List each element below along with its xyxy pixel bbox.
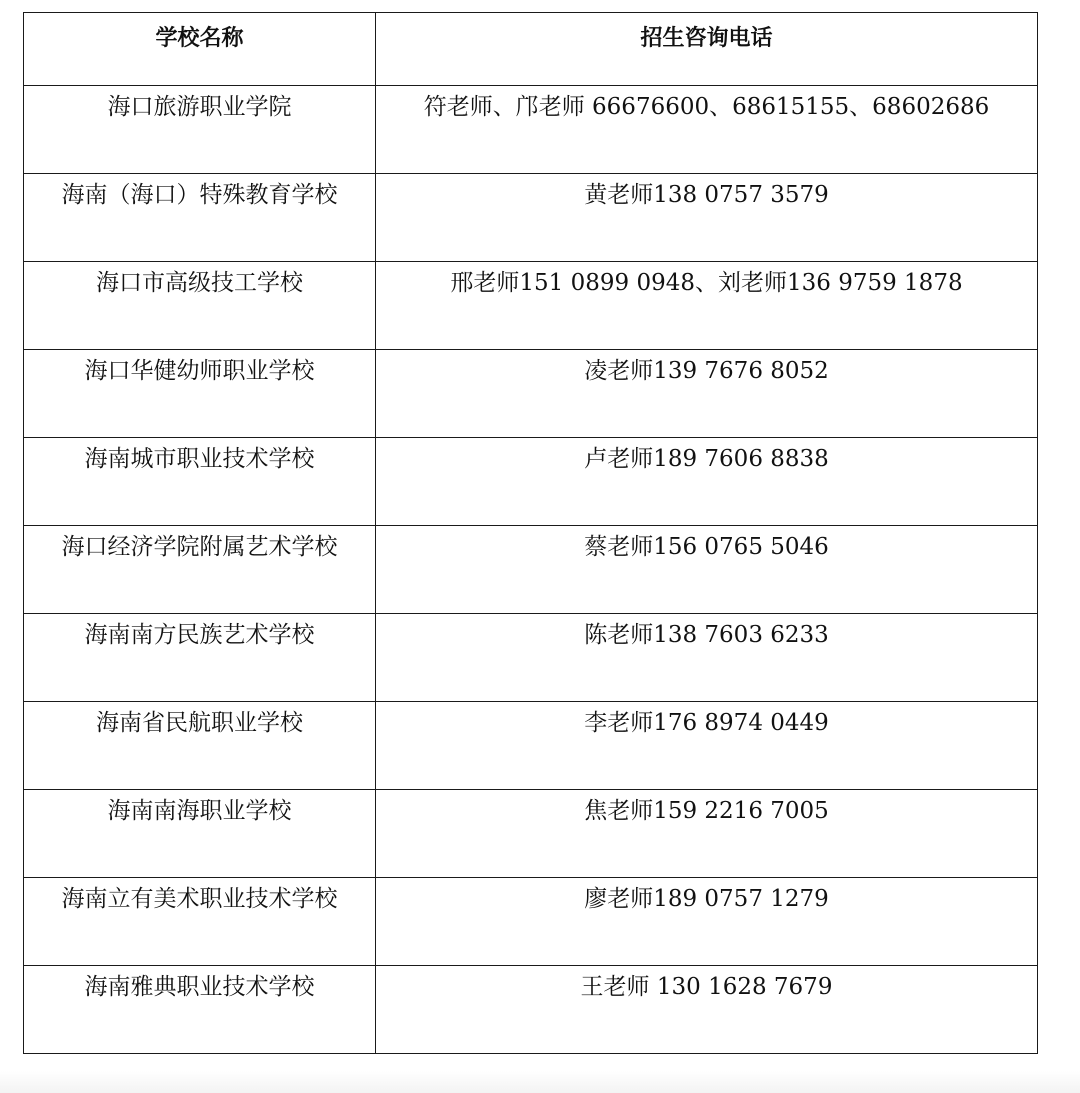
- phone-number: 陈老师138 7603 6233: [584, 622, 829, 648]
- header-school-name-label: 学校名称: [155, 25, 244, 51]
- school-name-cell: [24, 86, 376, 174]
- phone-cell: [376, 702, 1038, 790]
- school-name: 海南（海口）特殊教育学校: [61, 182, 338, 208]
- school-name-cell: [24, 614, 376, 702]
- phone-number: 李老师176 8974 0449: [584, 710, 829, 736]
- phone-cell: [376, 438, 1038, 526]
- header-phone: [376, 13, 1038, 86]
- table-row: [24, 262, 1038, 350]
- table-row: [24, 86, 1038, 174]
- table-row: [24, 790, 1038, 878]
- phone-number: 廖老师189 0757 1279: [584, 886, 829, 912]
- phone-number: 王老师 130 1628 7679: [580, 974, 833, 1000]
- header-school-name: [24, 13, 376, 86]
- phone-number: 焦老师159 2216 7005: [584, 798, 829, 824]
- phone-cell: [376, 790, 1038, 878]
- school-name: 海口旅游职业学院: [107, 94, 292, 120]
- phone-cell: [376, 350, 1038, 438]
- phone-cell: [376, 262, 1038, 350]
- school-name-cell: [24, 174, 376, 262]
- table-row: [24, 174, 1038, 262]
- school-name-cell: [24, 526, 376, 614]
- table-row: [24, 878, 1038, 966]
- phone-number: 邢老师151 0899 0948、刘老师136 9759 1878: [450, 270, 963, 296]
- school-name: 海口华健幼师职业学校: [84, 358, 315, 384]
- school-contact-table: [23, 12, 1038, 1054]
- school-name-cell: [24, 350, 376, 438]
- phone-cell: [376, 966, 1038, 1054]
- school-name: 海南省民航职业学校: [96, 710, 303, 736]
- table-row: [24, 438, 1038, 526]
- school-name-cell: [24, 790, 376, 878]
- school-name-cell: [24, 878, 376, 966]
- school-name: 海口市高级技工学校: [96, 270, 303, 296]
- table-row: [24, 526, 1038, 614]
- table-header-row: [24, 13, 1038, 86]
- phone-number: 蔡老师156 0765 5046: [584, 534, 829, 560]
- school-name: 海口经济学院附属艺术学校: [61, 534, 338, 560]
- school-name-cell: [24, 438, 376, 526]
- phone-cell: [376, 526, 1038, 614]
- school-name-cell: [24, 966, 376, 1054]
- school-name: 海南城市职业技术学校: [84, 446, 315, 472]
- page-bottom-shadow: [0, 1071, 1080, 1093]
- school-name: 海南立有美术职业技术学校: [61, 886, 338, 912]
- phone-number: 凌老师139 7676 8052: [584, 358, 829, 384]
- school-name-cell: [24, 262, 376, 350]
- phone-number: 符老师、邝老师 66676600、68615155、68602686: [423, 94, 990, 120]
- school-name: 海南南方民族艺术学校: [84, 622, 315, 648]
- school-name-cell: [24, 702, 376, 790]
- phone-cell: [376, 878, 1038, 966]
- table-row: [24, 702, 1038, 790]
- phone-cell: [376, 174, 1038, 262]
- phone-cell: [376, 614, 1038, 702]
- phone-number: 卢老师189 7606 8838: [584, 446, 829, 472]
- header-phone-label: 招生咨询电话: [640, 25, 773, 51]
- table-row: [24, 966, 1038, 1054]
- table-row: [24, 614, 1038, 702]
- phone-number: 黄老师138 0757 3579: [584, 182, 829, 208]
- school-name: 海南雅典职业技术学校: [84, 974, 315, 1000]
- school-name: 海南南海职业学校: [107, 798, 292, 824]
- table-row: [24, 350, 1038, 438]
- phone-cell: [376, 86, 1038, 174]
